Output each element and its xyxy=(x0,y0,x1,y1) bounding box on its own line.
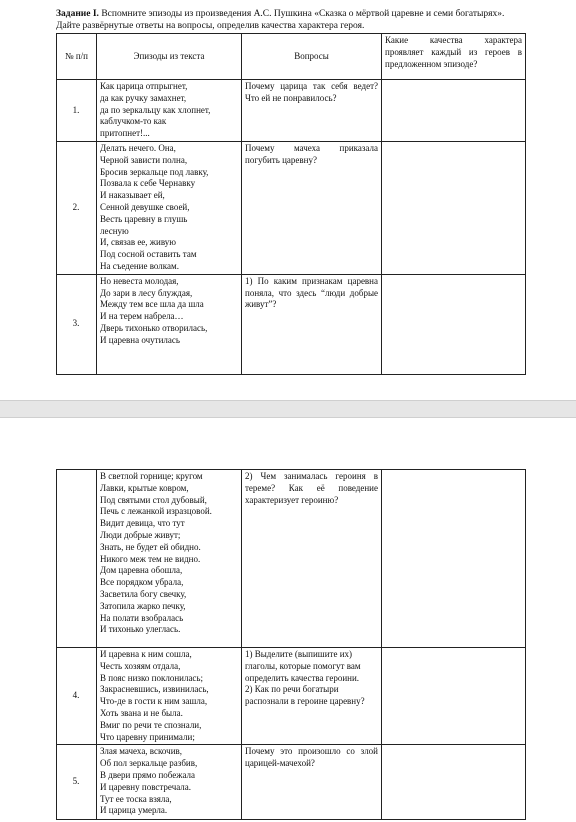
table-row xyxy=(57,470,526,648)
episode-line: Вмиг по речи те спознали, xyxy=(100,719,202,730)
row-number: 3. xyxy=(57,274,97,374)
episode-line: Все порядком убрала, xyxy=(100,577,184,588)
episode-text xyxy=(97,745,242,820)
question-line: 2) Чем занималась героиня в тереме? Как её поведение характеризует героиню? xyxy=(245,471,378,505)
answer-cell[interactable] xyxy=(382,470,526,648)
episode-line: И царевну повстречала. xyxy=(100,781,192,792)
answer-cell[interactable] xyxy=(382,648,526,745)
question-text xyxy=(242,745,382,820)
table-row xyxy=(57,745,526,820)
episode-line: Черной зависти полна, xyxy=(100,154,188,165)
episode-line: Позвала к себе Чернавку xyxy=(100,178,196,189)
task-title xyxy=(56,8,526,32)
episode-line: Честь хозяям отдала, xyxy=(100,660,181,671)
episode-line: да по зеркальцу как хлопнет, xyxy=(100,104,211,115)
task-text: Вспомните эпизоды из произведения А.С. Пушкина «Сказка о мёртвой царевне и семи богатырях». Дайте развёрнутые ответы на вопросы, определив качества характера героя. xyxy=(56,9,505,31)
episode-text xyxy=(97,648,242,745)
episode-line: Люди добрые живут; xyxy=(100,529,181,540)
document-page-2 xyxy=(0,418,576,822)
task-label: Задание I. xyxy=(56,9,99,19)
episode-line: И на терем набрела… xyxy=(100,311,184,322)
question-text: 1) По каким признакам царевна поняла, что здесь “люди добрые живут”? xyxy=(242,274,382,374)
episode-line: И тихонько улеглась. xyxy=(100,624,181,635)
row-number: 5. xyxy=(57,745,97,820)
episode-line: Сенной девушке своей, xyxy=(100,201,190,212)
question-line: 2) Как по речи богатыри распознали в героине царевну? xyxy=(245,684,365,707)
episode-line: Об пол зеркальце разбив, xyxy=(100,758,198,769)
question-text: Почему царица так себя ведет? Что ей не понравилось? xyxy=(242,80,382,142)
table-row xyxy=(57,648,526,745)
document-page-1 xyxy=(0,0,576,400)
episode-line: притопнет!... xyxy=(100,128,150,139)
answer-cell[interactable] xyxy=(382,141,526,274)
row-number xyxy=(57,470,97,648)
episode-text xyxy=(97,274,242,374)
episode-line: Но невеста молодая, xyxy=(100,275,179,286)
episode-line: В светлой горнице; кругом xyxy=(100,471,203,481)
episode-line: Закрасневшись, извинилась, xyxy=(100,684,209,695)
episode-line: каблучком-то как xyxy=(100,116,167,127)
question-line: Почему это произошло со злой царицей-мачехой? xyxy=(245,746,378,769)
episode-line: Что-де в гости к ним зашла, xyxy=(100,696,208,707)
question-text xyxy=(242,470,382,648)
table-row xyxy=(57,80,526,142)
episode-line: Затопила жарко печку, xyxy=(100,600,186,611)
episode-line: В пояс низко поклонилась; xyxy=(100,672,204,683)
episode-line: Тут ее тоска взяла, xyxy=(100,793,172,804)
header-episodes: Эпизоды из текста xyxy=(97,34,242,80)
episode-text xyxy=(97,80,242,142)
episode-line: И царица умерла. xyxy=(100,805,168,816)
answer-cell[interactable] xyxy=(382,80,526,142)
table-header-row xyxy=(57,34,526,80)
header-number: № п/п xyxy=(57,34,97,80)
answer-cell[interactable] xyxy=(382,745,526,820)
episode-line: На съедение волкам. xyxy=(100,260,179,271)
episode-line: Под святыми стол дубовый, xyxy=(100,494,207,505)
episode-line: Знать, не будет ей обидно. xyxy=(100,541,201,552)
answer-cell[interactable] xyxy=(382,274,526,374)
episode-line: Хоть звана и не была. xyxy=(100,707,183,718)
episodes-table-part-1 xyxy=(56,33,526,375)
episode-text xyxy=(97,470,242,648)
question-text: Почему мачеха приказала погубить царевну? xyxy=(242,141,382,274)
episode-line: Лавки, крытые ковром, xyxy=(100,482,189,493)
row-number: 2. xyxy=(57,141,97,274)
episode-line: И царевна очутилась xyxy=(100,334,180,345)
question-text xyxy=(242,648,382,745)
episode-line: И царевна к ним сошла, xyxy=(100,649,192,659)
episode-line: Злая мачеха, вскочив, xyxy=(100,746,183,757)
episode-line: Дверь тихонько отворилась, xyxy=(100,322,208,333)
episode-line: да как ручку замахнет, xyxy=(100,92,187,103)
episode-line: Никого меж тем не видно. xyxy=(100,553,201,564)
episode-line: Дом царевна обошла, xyxy=(100,565,183,576)
question-line: 1) Выделите (выпишите их) глаголы, которые помогут вам определить качества героини. xyxy=(245,649,361,683)
episode-line: Бросив зеркальце под лавку, xyxy=(100,166,209,177)
episode-line: Под сосной оставить там xyxy=(100,249,197,260)
episode-line: Весть царевну в глушь xyxy=(100,213,188,224)
episode-line: Как царица отпрыгнет, xyxy=(100,81,188,91)
episode-line: лесную xyxy=(100,225,129,236)
episode-line: Что царевну принимали; xyxy=(100,731,195,742)
page-separator xyxy=(0,400,576,418)
episode-line: Засветила богу свечку, xyxy=(100,588,187,599)
episode-text xyxy=(97,141,242,274)
header-questions: Вопросы xyxy=(242,34,382,80)
episode-line: В двери прямо побежала xyxy=(100,769,196,780)
table-row xyxy=(57,274,526,374)
episode-line: До зари в лесу блуждая, xyxy=(100,287,193,298)
episode-line: Делать нечего. Она, xyxy=(100,142,176,153)
table-row xyxy=(57,141,526,274)
row-number: 4. xyxy=(57,648,97,745)
header-qualities: Какие качества характера проявляет каждый из героев в предложенном эпизоде? xyxy=(382,34,526,80)
episode-line: Между тем все шла да шла xyxy=(100,299,204,310)
episodes-table-part-2 xyxy=(56,469,526,820)
episode-line: Видит девица, что тут xyxy=(100,518,185,529)
row-number: 1. xyxy=(57,80,97,142)
episode-line: И наказывает ей, xyxy=(100,190,165,201)
episode-line: И, связав ее, живую xyxy=(100,237,177,248)
episode-line: Печь с лежанкой изразцовой. xyxy=(100,506,212,517)
episode-line: На полати взобралась xyxy=(100,612,184,623)
